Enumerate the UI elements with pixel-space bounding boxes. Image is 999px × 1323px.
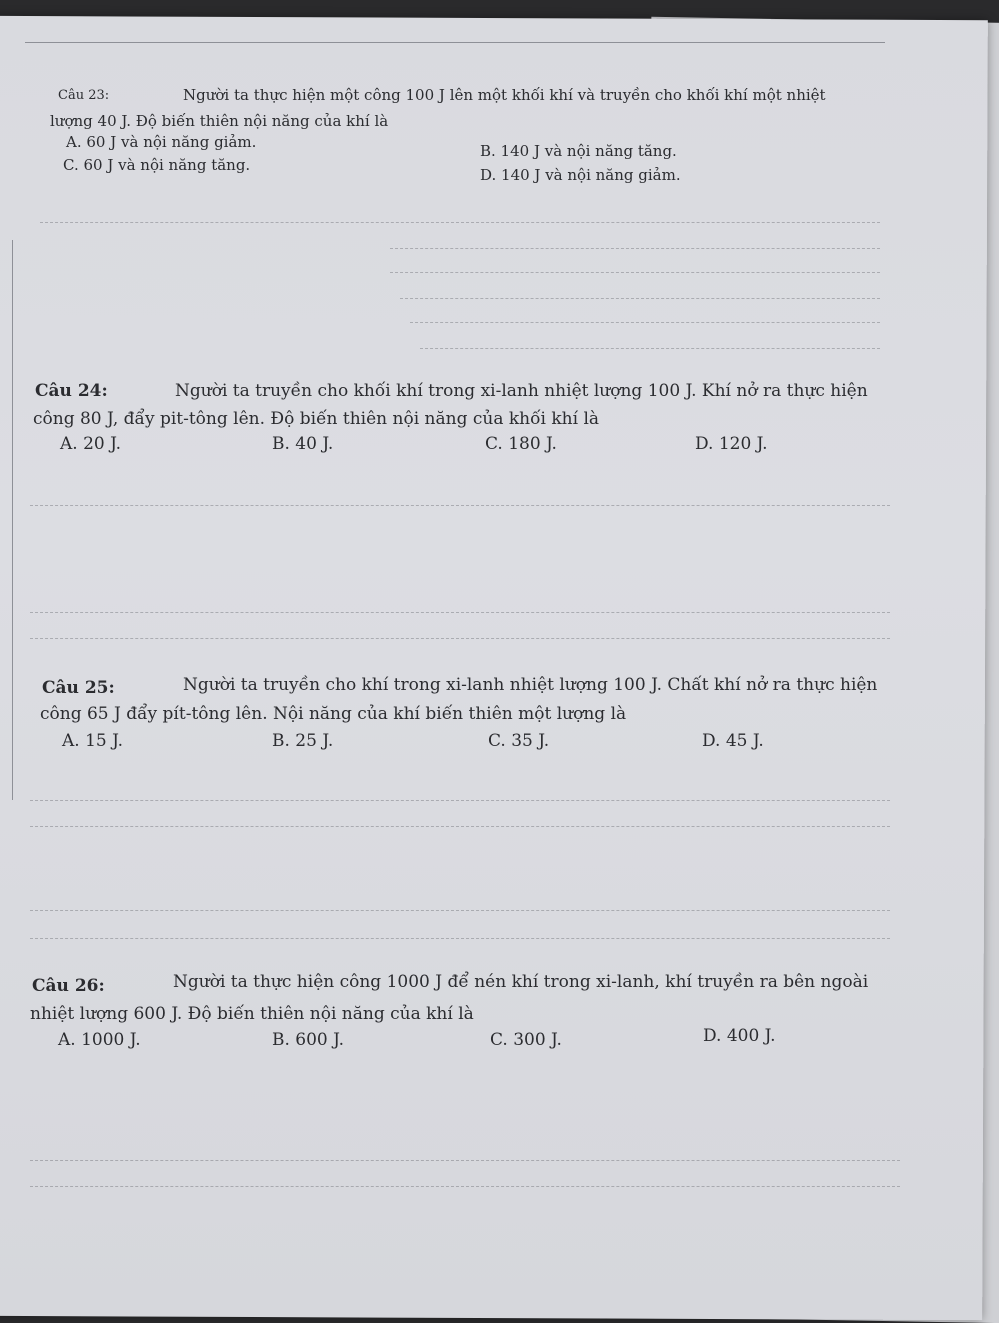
answer-line [30, 800, 890, 801]
option-a: A. 1000 J. [58, 1030, 141, 1050]
answer-line [30, 638, 890, 639]
answer-line [30, 505, 890, 506]
question-number: Câu 24: [35, 381, 108, 401]
answer-line [410, 322, 880, 323]
option-c: C. 180 J. [485, 434, 557, 454]
option-b: B. 600 J. [272, 1030, 345, 1050]
option-b: B. 40 J. [272, 434, 334, 454]
answer-line [30, 938, 890, 939]
option-b: B. 25 J. [272, 731, 334, 751]
question-text-line1: Người ta thực hiện công 1000 J để nén khí trong xi-lanh, khí truyền ra bên ngoài [173, 972, 869, 992]
question-number: Câu 23: [58, 88, 110, 103]
answer-line [30, 910, 890, 911]
option-a: A. 20 J. [60, 434, 122, 454]
answer-line [30, 826, 890, 827]
option-d: D. 400 J. [703, 1026, 776, 1046]
answer-line [30, 1160, 900, 1161]
question-text-line1: Người ta truyền cho khí trong xi-lanh nhiệt lượng 100 J. Chất khí nở ra thực hiện [183, 675, 878, 695]
answer-line [390, 248, 880, 249]
option-d: D. 140 J và nội năng giảm. [480, 166, 681, 184]
question-text-line1: Người ta thực hiện một công 100 J lên một khối khí và truyền cho khối khí một nhiệt [183, 86, 826, 104]
question-number: Câu 26: [32, 976, 105, 996]
question-text-line1: Người ta truyền cho khối khí trong xi-lanh nhiệt lượng 100 J. Khí nở ra thực hiện [175, 381, 868, 401]
option-a: A. 60 J và nội năng giảm. [66, 133, 257, 151]
paper-sheet [0, 16, 988, 1320]
question-number: Câu 25: [42, 678, 115, 698]
answer-line [30, 1186, 900, 1187]
answer-line [420, 348, 880, 349]
question-text-line2: nhiệt lượng 600 J. Độ biến thiên nội năng của khí là [30, 1004, 474, 1024]
page-top-border [25, 42, 885, 43]
option-c: C. 35 J. [488, 731, 550, 751]
answer-line [390, 272, 880, 273]
answer-line [40, 222, 880, 223]
option-b: B. 140 J và nội năng tăng. [480, 142, 677, 160]
option-d: D. 45 J. [702, 731, 764, 751]
option-d: D. 120 J. [695, 434, 768, 454]
answer-line [400, 298, 880, 299]
page-left-border [12, 240, 13, 800]
question-text-line2: công 65 J đẩy pít-tông lên. Nội năng của khí biến thiên một lượng là [40, 704, 627, 724]
answer-line [30, 612, 890, 613]
question-text-line2: lượng 40 J. Độ biến thiên nội năng của khí là [50, 112, 389, 130]
option-a: A. 15 J. [62, 731, 124, 751]
option-c: C. 300 J. [490, 1030, 562, 1050]
option-c: C. 60 J và nội năng tăng. [63, 156, 251, 174]
question-text-line2: công 80 J, đẩy pit-tông lên. Độ biến thiên nội năng của khối khí là [33, 409, 600, 429]
